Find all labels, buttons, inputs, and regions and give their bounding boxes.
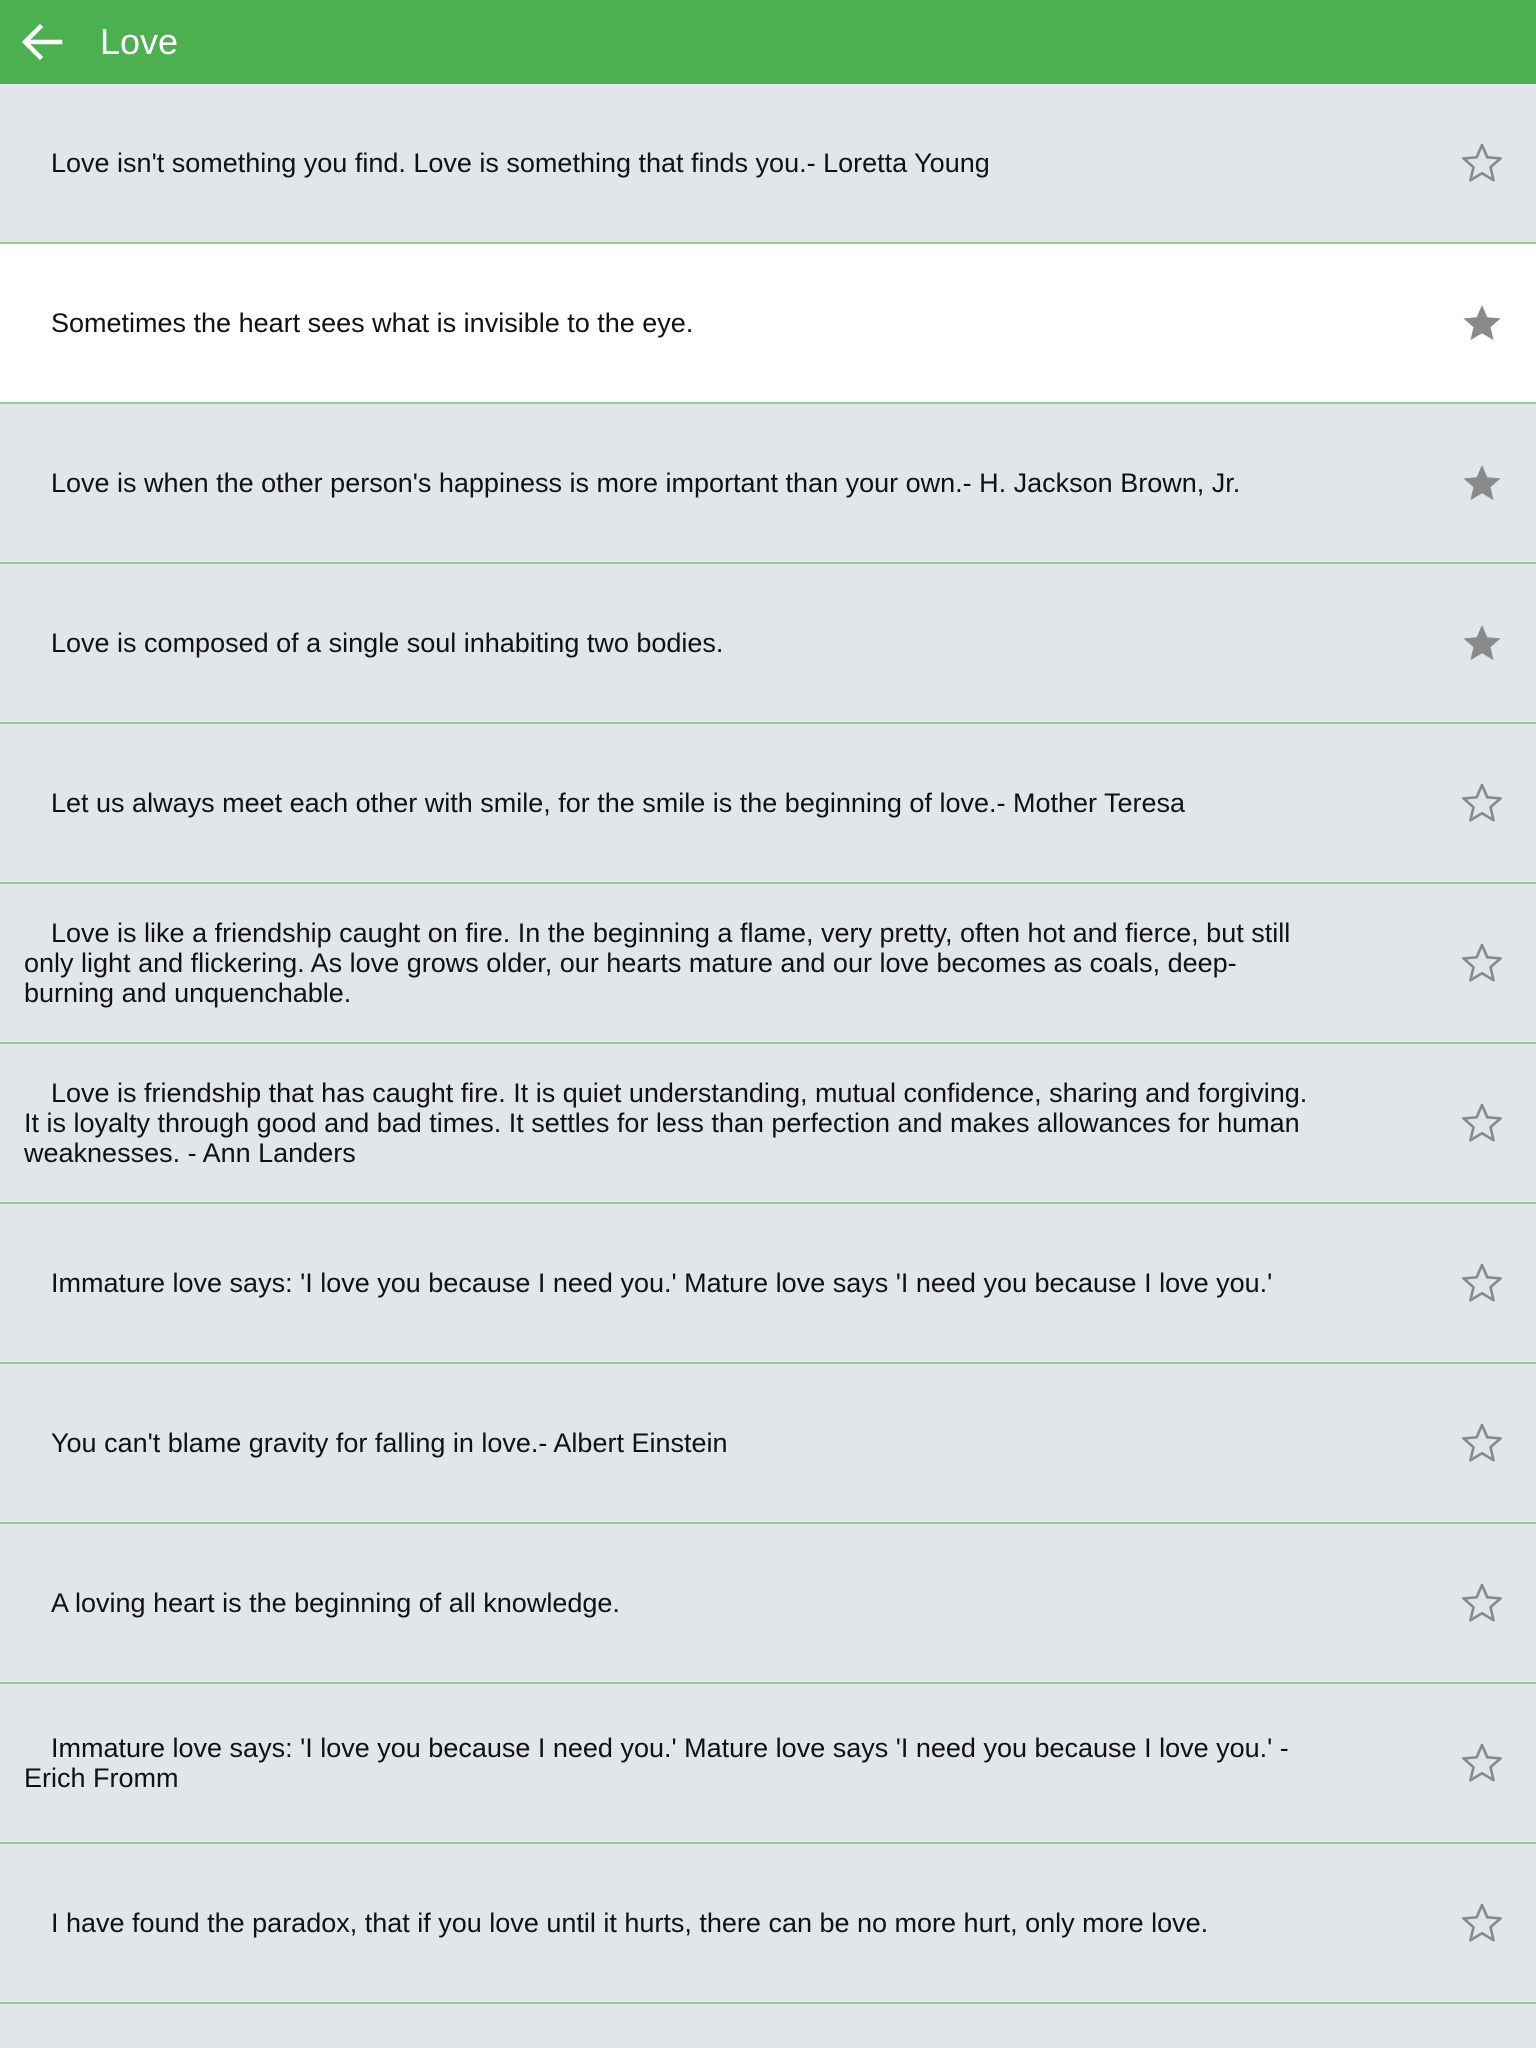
quote-row[interactable]: [0, 404, 1536, 564]
quote-text: Immature love says: 'I love you because I need you.' Mature love says 'I need you because I love you.' - Erich Fromm: [24, 1733, 1289, 1793]
star-outline-icon[interactable]: [1462, 1903, 1502, 1943]
star-outline-icon[interactable]: [1462, 783, 1502, 823]
quote-text: Love is friendship that has caught fire. It is quiet understanding, mutual confidence, sharing and forgiving. It is loyalty through good and bad times. It settles for less than perfection and makes allowances for human weaknesses. - Ann Landers: [24, 1078, 1308, 1168]
arrow-back-icon: [20, 20, 64, 64]
quote-text: Love is composed of a single soul inhabiting two bodies.: [51, 628, 724, 658]
quote-row[interactable]: [0, 1844, 1536, 2004]
star-outline-icon[interactable]: [1462, 143, 1502, 183]
quote-text: Love is when the other person's happiness is more important than your own.- H. Jackson Brown, Jr.: [51, 468, 1241, 498]
quote-row[interactable]: [0, 884, 1536, 1044]
quote-text: Love is like a friendship caught on fire. In the beginning a flame, very pretty, often hot and fierce, but still only light and flickering. As love grows older, our hearts mature and our love becomes as coals, deep-burning and unquenchable.: [24, 918, 1291, 1008]
app-bar: [0, 0, 1536, 84]
back-button[interactable]: [0, 0, 84, 84]
quote-text: You can't blame gravity for falling in love.- Albert Einstein: [51, 1428, 728, 1458]
quote-text: Immature love says: 'I love you because I need you.' Mature love says 'I need you because I love you.': [51, 1268, 1273, 1298]
quote-row[interactable]: [0, 1044, 1536, 1204]
star-filled-icon[interactable]: [1462, 463, 1502, 503]
star-outline-icon[interactable]: [1462, 1263, 1502, 1303]
quote-row[interactable]: [0, 564, 1536, 724]
star-filled-icon[interactable]: [1462, 623, 1502, 663]
quote-row[interactable]: [0, 724, 1536, 884]
page-title: Love: [100, 21, 179, 62]
star-outline-icon[interactable]: [1462, 943, 1502, 983]
quote-list[interactable]: [0, 84, 1536, 2004]
star-outline-icon[interactable]: [1462, 1103, 1502, 1143]
quote-text: Let us always meet each other with smile, for the smile is the beginning of love.- Mother Teresa: [51, 788, 1186, 818]
quote-row[interactable]: [0, 1204, 1536, 1364]
quote-text: I have found the paradox, that if you love until it hurts, there can be no more hurt, only more love.: [51, 1908, 1209, 1938]
star-filled-icon[interactable]: [1462, 303, 1502, 343]
quote-row[interactable]: [0, 244, 1536, 404]
quote-row[interactable]: [0, 1364, 1536, 1524]
quote-text: Sometimes the heart sees what is invisible to the eye.: [51, 308, 694, 338]
star-outline-icon[interactable]: [1462, 1743, 1502, 1783]
quote-text: A loving heart is the beginning of all knowledge.: [51, 1588, 620, 1618]
quote-row[interactable]: [0, 1524, 1536, 1684]
quote-text: Love isn't something you find. Love is something that finds you.- Loretta Young: [51, 148, 990, 178]
quote-row[interactable]: [0, 84, 1536, 244]
quote-row[interactable]: [0, 1684, 1536, 1844]
star-outline-icon[interactable]: [1462, 1423, 1502, 1463]
star-outline-icon[interactable]: [1462, 1583, 1502, 1623]
